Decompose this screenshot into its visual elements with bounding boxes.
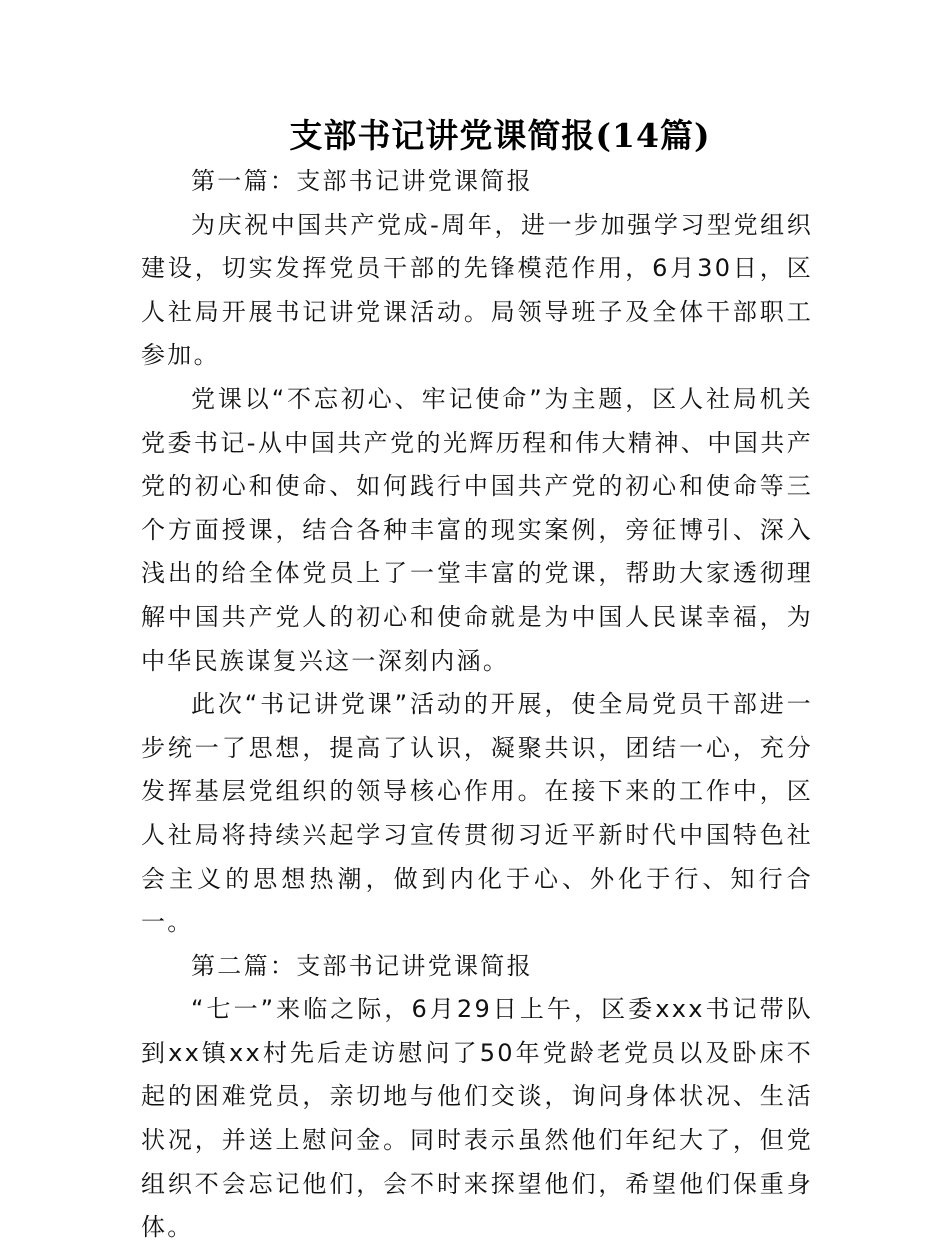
section-heading-2: 第二篇：支部书记讲党课简报 [191, 951, 533, 980]
paragraph: “七一”来临之际，6月29日上午，区委xxx书记带队到xx镇xx村先后走访慰问了50年党龄老党员以及卧床不起的困难党员，亲切地与他们交谈，询问身体状况、生活状况，并送上慰问金。同时表示虽然他们年纪大了，但党组织不会忘记他们，会不时来探望他们，希望他们保重身体。 [141, 995, 813, 1242]
paragraph: 党课以“不忘初心、牢记使命”为主题，区人社局机关党委书记-从中国共产党的光辉历程和伟大精神、中国共产党的初心和使命、如何践行中国共产党的初心和使命等三个方面授课，结合各种丰富的现实案例，旁征博引、深入浅出的给全体党员上了一堂丰富的党课，帮助大家透彻理解中国共产党人的初心和使命就是为中国人民谋幸福，为中华民族谋复兴这一深刻内涵。 [141, 384, 813, 675]
section-heading-1: 第一篇：支部书记讲党课简报 [191, 167, 533, 195]
paragraph: 为庆祝中国共产党成-周年，进一步加强学习型党组织建设，切实发挥党员干部的先锋模范作用，6月30日，区人社局开展书记讲党课活动。局领导班子及全体干部职工参加。 [141, 210, 813, 370]
document-title: 支部书记讲党课简报(14篇) [289, 116, 711, 155]
document-body [141, 160, 813, 1250]
paragraph: 此次“书记讲党课”活动的开展，使全局党员干部进一步统一了思想，提高了认识，凝聚共识，团结一心，充分发挥基层党组织的领导核心作用。在接下来的工作中，区人社局将持续兴起学习宣传贯彻习近平新时代中国特色社会主义的思想热潮，做到内化于心、外化于行、知行合一。 [141, 690, 813, 937]
